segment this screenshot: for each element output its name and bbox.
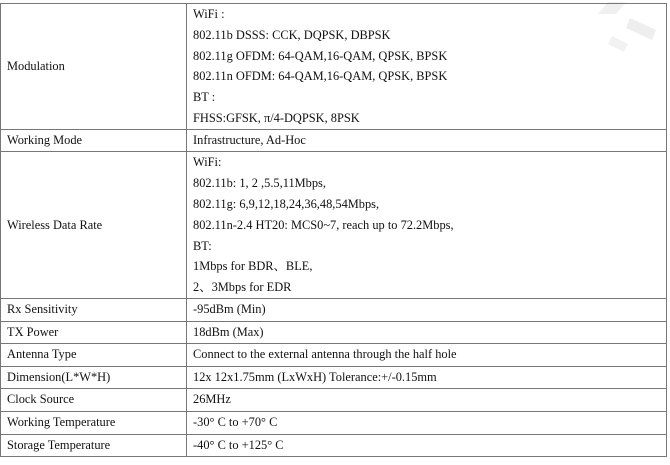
spec-value-line: BT:: [193, 238, 212, 253]
spec-label: Clock Source: [1, 389, 187, 412]
spec-table: [0, 3, 667, 457]
spec-row: [1, 389, 667, 412]
spec-value: 18dBm (Max): [187, 321, 667, 344]
spec-value: -30° C to +70° C: [187, 411, 667, 434]
spec-label: TX Power: [1, 321, 187, 344]
spec-row: [1, 321, 667, 344]
spec-value-line: 802.11n-2.4 HT20: MCS0~7, reach up to 72.2Mbps,: [193, 217, 454, 232]
spec-label: Storage Temperature: [1, 434, 187, 457]
spec-value-line: 2、3Mbps for EDR: [193, 280, 292, 295]
spec-value-line: 802.11n OFDM: 64-QAM,16-QAM, QPSK, BPSK: [193, 69, 448, 84]
spec-value: [187, 152, 667, 299]
spec-label: Dimension(L*W*H): [1, 366, 187, 389]
spec-value: -95dBm (Min): [187, 298, 667, 321]
spec-table-body: [1, 4, 667, 457]
spec-value: 26MHz: [187, 389, 667, 412]
spec-value: 12x 12x1.75mm (LxWxH) Tolerance:+/-0.15mm: [187, 366, 667, 389]
spec-row: [1, 411, 667, 434]
spec-value-line: WiFi:: [193, 155, 222, 170]
spec-value: -40° C to +125° C: [187, 434, 667, 457]
spec-value-line: 802.11g: 6,9,12,18,24,36,48,54Mbps,: [193, 196, 380, 211]
spec-value-line: BT :: [193, 90, 216, 105]
spec-row: [1, 434, 667, 457]
spec-value-line: 802.11b: 1, 2 ,5.5,11Mbps,: [193, 176, 326, 191]
spec-label: Rx Sensitivity: [1, 298, 187, 321]
spec-value: [187, 4, 667, 130]
spec-row: [1, 298, 667, 321]
spec-label: Working Temperature: [1, 411, 187, 434]
spec-value-line: FHSS:GFSK, π/4-DQPSK, 8PSK: [193, 110, 360, 125]
spec-row: [1, 344, 667, 367]
spec-row: [1, 366, 667, 389]
spec-value-line: 1Mbps for BDR、BLE,: [193, 259, 313, 274]
spec-value-line: WiFi :: [193, 7, 225, 21]
spec-value: Infrastructure, Ad-Hoc: [187, 129, 667, 152]
spec-label: Working Mode: [1, 129, 187, 152]
spec-label: Modulation: [1, 4, 187, 130]
spec-row: [1, 129, 667, 152]
spec-label: Antenna Type: [1, 344, 187, 367]
spec-value-line: 802.11b DSSS: CCK, DQPSK, DBPSK: [193, 27, 391, 42]
spec-label: Wireless Data Rate: [1, 152, 187, 299]
spec-value-line: 802.11g OFDM: 64-QAM,16-QAM, QPSK, BPSK: [193, 48, 448, 63]
spec-row: [1, 152, 667, 299]
spec-row: [1, 4, 667, 130]
spec-value: Connect to the external antenna through the half hole: [187, 344, 667, 367]
